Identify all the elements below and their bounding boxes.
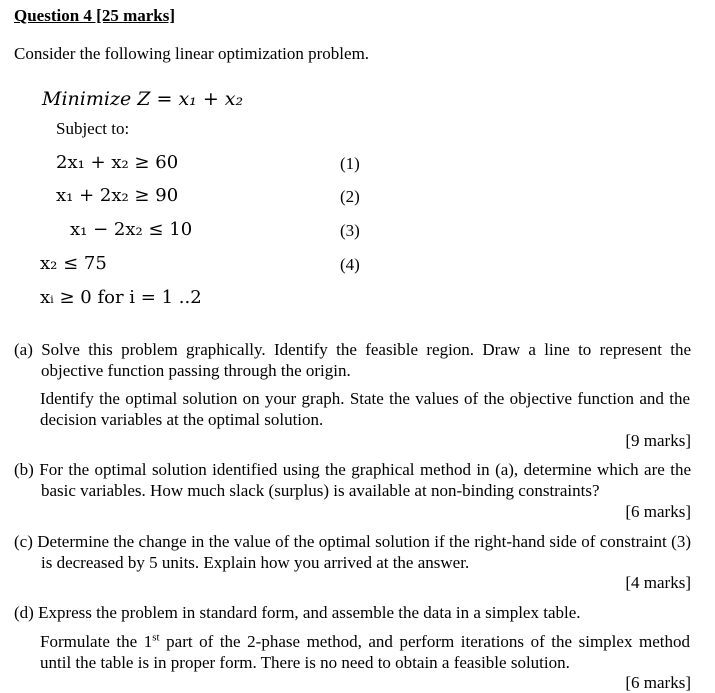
part-d-text-2-post: part of the 2-phase method, and perform iterations of the simplex method until the table is in proper form. There is no need to obtain a feasible solution. — [40, 632, 690, 672]
part-d-text — [14, 602, 691, 623]
constraint-4: x₂ ≤ 75 — [40, 253, 107, 274]
nonnegativity-constraint: xᵢ ≥ 0 for i = 1 ..2 — [40, 287, 202, 308]
question-heading: Question 4 [25 marks] — [14, 6, 176, 25]
part-d-text-2 — [40, 631, 690, 673]
part-a-label: (a) — [14, 340, 33, 359]
constraint-4-number: (4) — [340, 255, 360, 274]
objective-expression: Z = x₁ + x₂ — [137, 88, 244, 110]
part-c-text — [14, 531, 691, 573]
part-a-body: Solve this problem graphically. Identify the feasible region. Draw a line to represent the objective function passing through the origin. — [41, 340, 691, 380]
part-d-body: Express the problem in standard form, and assemble the data in a simplex table. — [38, 603, 581, 622]
constraint-2-number: (2) — [340, 187, 360, 206]
constraint-2: x₁ + 2x₂ ≥ 90 — [56, 185, 179, 206]
subject-to-label: Subject to: — [56, 119, 130, 138]
objective-function — [42, 88, 243, 110]
part-d-superscript: st — [152, 631, 160, 644]
constraint-3-number: (3) — [340, 221, 360, 240]
part-a-marks: [9 marks] — [625, 431, 691, 450]
part-c-label: (c) — [14, 532, 33, 551]
objective-label: Minimize — [42, 88, 132, 110]
part-d-label: (d) — [14, 603, 34, 622]
part-b-label: (b) — [14, 460, 34, 479]
part-b-text — [14, 459, 691, 501]
part-c-body: Determine the change in the value of the optimal solution if the right-hand side of constraint (3) is decreased by 5 units. Explain how you arrived at the answer. — [37, 532, 691, 572]
part-a-text-2: Identify the optimal solution on your graph. State the values of the objective function and the decision variables at the optimal solution. — [40, 389, 690, 429]
constraint-3: x₁ − 2x₂ ≤ 10 — [70, 219, 193, 240]
constraint-1-number: (1) — [340, 154, 360, 173]
part-b-body: For the optimal solution identified using the graphical method in (a), determine which are the basic variables. How much slack (surplus) is available at non-binding constraints? — [39, 460, 692, 500]
part-c-marks: [4 marks] — [625, 573, 691, 592]
part-a-text — [14, 339, 691, 381]
part-d-marks: [6 marks] — [625, 673, 691, 692]
part-d-text-2-pre: Formulate the 1 — [40, 632, 153, 651]
intro-text: Consider the following linear optimization problem. — [14, 44, 370, 63]
part-b-marks: [6 marks] — [625, 502, 691, 521]
constraint-1: 2x₁ + x₂ ≥ 60 — [56, 152, 179, 173]
